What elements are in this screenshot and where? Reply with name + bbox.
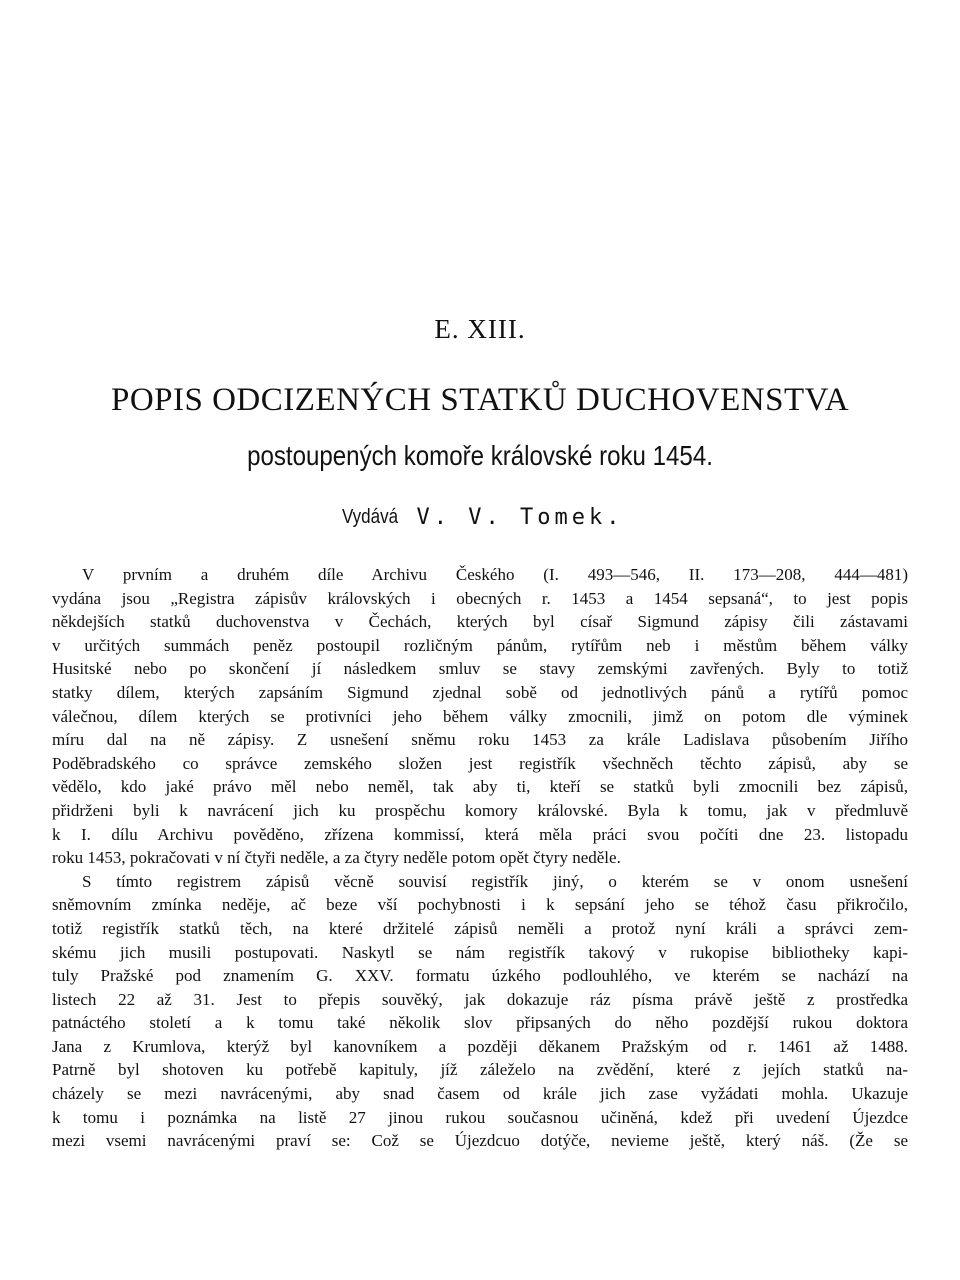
editor-label: Vydává xyxy=(341,506,398,528)
text-line: listech 22 až 31. Jest to přepis souvěký, jak dokazuje ráz písma právě ještě z prostředka xyxy=(52,989,908,1009)
editor-line xyxy=(0,505,960,530)
text-line: S tímto registrem zápisů věcně souvisí registřík jiný, o kterém se v onom usnešení xyxy=(82,871,908,891)
text-line: míru dal na ně zápisy. Z usnešení sněmu roku 1453 za krále Ladislava působením Jiřího xyxy=(52,730,908,750)
text-line: k I. dílu Archivu pověděno, zřízena kommissí, která měla práci svou počíti dne 23. listopadu xyxy=(52,824,908,844)
section-number: E. XIII. xyxy=(434,314,526,344)
text-line: válečnou, dílem kterých se protivníci jeho během války zmocnili, jimž on potom dle výminek xyxy=(52,706,908,726)
text-line: tuly Pražské pod znamením G. XXV. formatu úzkého podlouhlého, ve kterém se nachází na xyxy=(52,966,908,986)
text-line: Jana z Krumlova, kterýž byl kanovníkem a později děkanem Pražským od r. 1461 až 1488. xyxy=(52,1036,908,1056)
text-line: cházely se mezi navrácenými, aby snad časem od krále jich zase vyžádati mohla. Ukazuje xyxy=(52,1084,908,1104)
text-line: Poděbradského co správce zemského složen jest registřík všechněch těchto zápisů, aby se xyxy=(52,753,908,773)
text-line: totiž registřík statků těch, na které držitelé zápisů neměli a protož nyní králi a správci zem- xyxy=(52,918,908,938)
text-line: vědělo, kdo jaké právo měl nebo neměl, tak aby ti, kteří se statků byli zmocnili bez zápisů, xyxy=(52,777,908,797)
text-line: skému jich musili postupovati. Naskytl se nám registřík takový v rukopise bibliotheky kapi- xyxy=(52,942,908,962)
text-line: přidrženi byli k navrácení jich ku prospěchu komory královské. Byla k tomu, jak v předmluvě xyxy=(52,800,908,820)
document-title: POPIS ODCIZENÝCH STATKŮ DUCHOVENSTVA xyxy=(110,382,850,418)
text-line: V prvním a druhém díle Archivu Českého (I. 493—546, II. 173—208, 444—481) xyxy=(82,565,908,584)
document-subtitle: postoupených komoře královské roku 1454. xyxy=(247,440,713,471)
body-text xyxy=(52,563,908,1153)
text-line: Patrně byl shotoven ku potřebě kapituly, jíž záleželo na zvědění, které z jejích statků na- xyxy=(52,1060,908,1080)
text-line: Husitské nebo po skončení jí následkem smluv se stavy zemskými zavřených. Byly to totiž xyxy=(52,659,908,679)
text-line: sněmovním zmínka neděje, ač beze vší pochybnosti i k sepsání jeho se téhož času přikročilo, xyxy=(52,895,908,915)
editor-name: V. V. Tomek. xyxy=(416,505,624,530)
text-line: mezi vsemi navrácenými praví se: Což se Újezdcuo dotýče, nevieme ještě, který náš. (Že se xyxy=(52,1131,908,1151)
text-line: patnáctého století a k tomu také několik slov připsaných do něho pozdější rukou doktora xyxy=(52,1013,908,1033)
text-line: roku 1453, pokračovati v ní čtyři neděle, a za čtyry neděle potom opět čtyry neděle. xyxy=(52,848,621,868)
text-line: statky dílem, kterých zapsáním Sigmund zjednal sobě od jednotlivých pánů a rytířů pomoc xyxy=(52,682,908,702)
text-line: někdejších statků duchovenstva v Čechách, kterých byl císař Sigmund zápisy čili zástavami xyxy=(52,612,908,632)
text-line: k tomu i poznámka na listě 27 jinou rukou současnou učiněná, kdež při uvedení Újezdce xyxy=(52,1107,908,1127)
text-line: v určitých summách peněz postoupil rozličným pánům, rytířům neb i městům během války xyxy=(52,635,908,655)
text-line: vydána jsou „Registra zápisův královských i obecných r. 1453 a 1454 sepsaná“, to jest popis xyxy=(52,588,908,608)
